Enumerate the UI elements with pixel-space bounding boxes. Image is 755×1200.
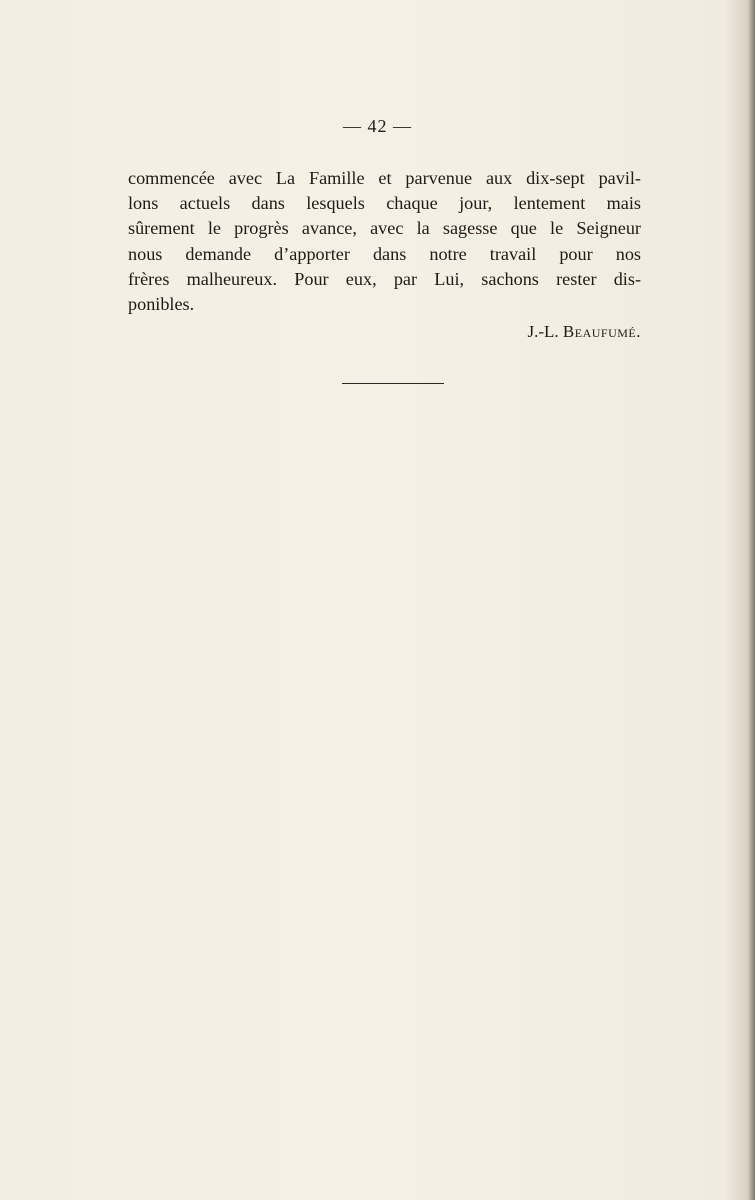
body-paragraph <box>128 166 641 317</box>
section-divider <box>342 383 444 384</box>
text-line: frères malheureux. Pour eux, par Lui, sachons rester dis- <box>128 268 641 289</box>
author-signature <box>527 322 641 342</box>
text-line: nous demande d’apporter dans notre travail pour nos <box>128 243 641 264</box>
text-line: commencée avec La Famille et parvenue aux dix-sept pavil- <box>128 168 641 188</box>
page-number: — 42 — <box>343 116 412 136</box>
text-line: sûrement le progrès avance, avec la sagesse que le Seigneur <box>128 218 641 239</box>
signature-initials: J.-L. <box>527 322 563 341</box>
signature-surname: Beaufumé. <box>562 322 641 341</box>
text-line: ponibles. <box>128 294 195 315</box>
text-line: lons actuels dans lesquels chaque jour, lentement mais <box>128 193 641 214</box>
